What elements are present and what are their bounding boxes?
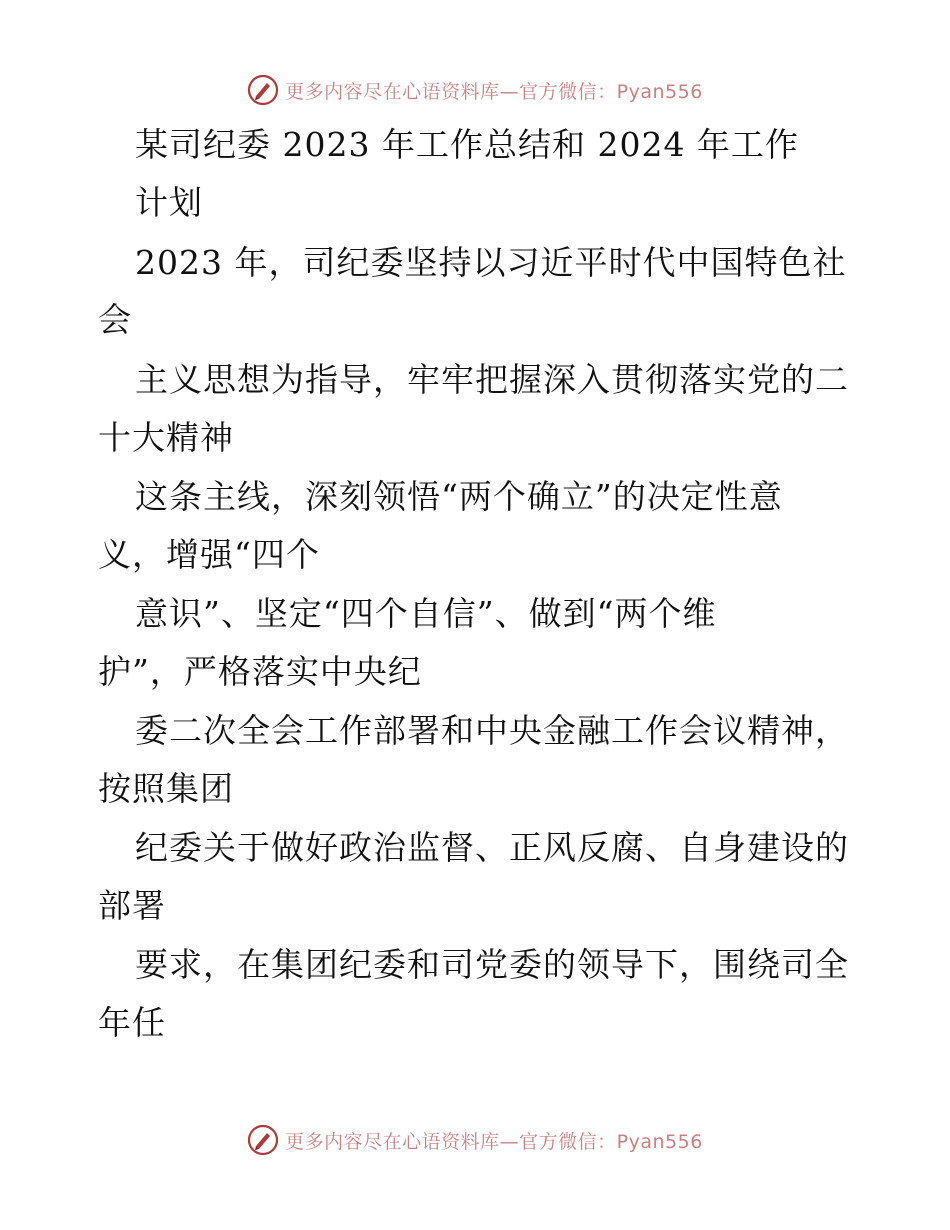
text-line: 委二次全会工作部署和中央金融工作会议精神， xyxy=(135,711,849,750)
text-line: 这条主线，深刻领悟“两个确立”的决定性意 xyxy=(135,477,783,516)
text-line: 主义思想为指导，牢牢把握深入贯彻落实党的二 xyxy=(135,360,849,399)
text-line: 2023 年，司纪委坚持以习近平时代中国特色社 xyxy=(135,243,847,282)
watermark-text: 更多内容尽在心语资料库—官方微信：Pyan556 xyxy=(285,80,703,103)
text-line: 会 xyxy=(98,300,132,339)
watermark-text: 更多内容尽在心语资料库—官方微信：Pyan556 xyxy=(285,1130,703,1153)
text-line: 要求，在集团纪委和司党委的领导下，围绕司全 xyxy=(135,945,849,984)
text-line: 护”，严格落实中央纪 xyxy=(98,652,422,691)
watermark-header xyxy=(0,70,950,110)
pen-logo-icon xyxy=(247,74,279,106)
title-line-1: 某司纪委 2023 年工作总结和 2024 年工作 xyxy=(135,125,799,164)
text-line: 按照集团 xyxy=(98,769,234,808)
title-line-2: 计划 xyxy=(135,183,203,222)
text-line: 义，增强“四个 xyxy=(98,535,320,574)
pen-logo-icon xyxy=(247,1124,279,1156)
text-line: 十大精神 xyxy=(98,418,234,457)
text-line: 意识”、坚定“四个自信”、做到“两个维 xyxy=(135,594,717,633)
watermark-footer xyxy=(0,1120,950,1160)
text-line: 部署 xyxy=(98,886,166,925)
text-line: 纪委关于做好政治监督、正风反腐、自身建设的 xyxy=(135,828,849,867)
text-line: 年任 xyxy=(98,1003,166,1042)
